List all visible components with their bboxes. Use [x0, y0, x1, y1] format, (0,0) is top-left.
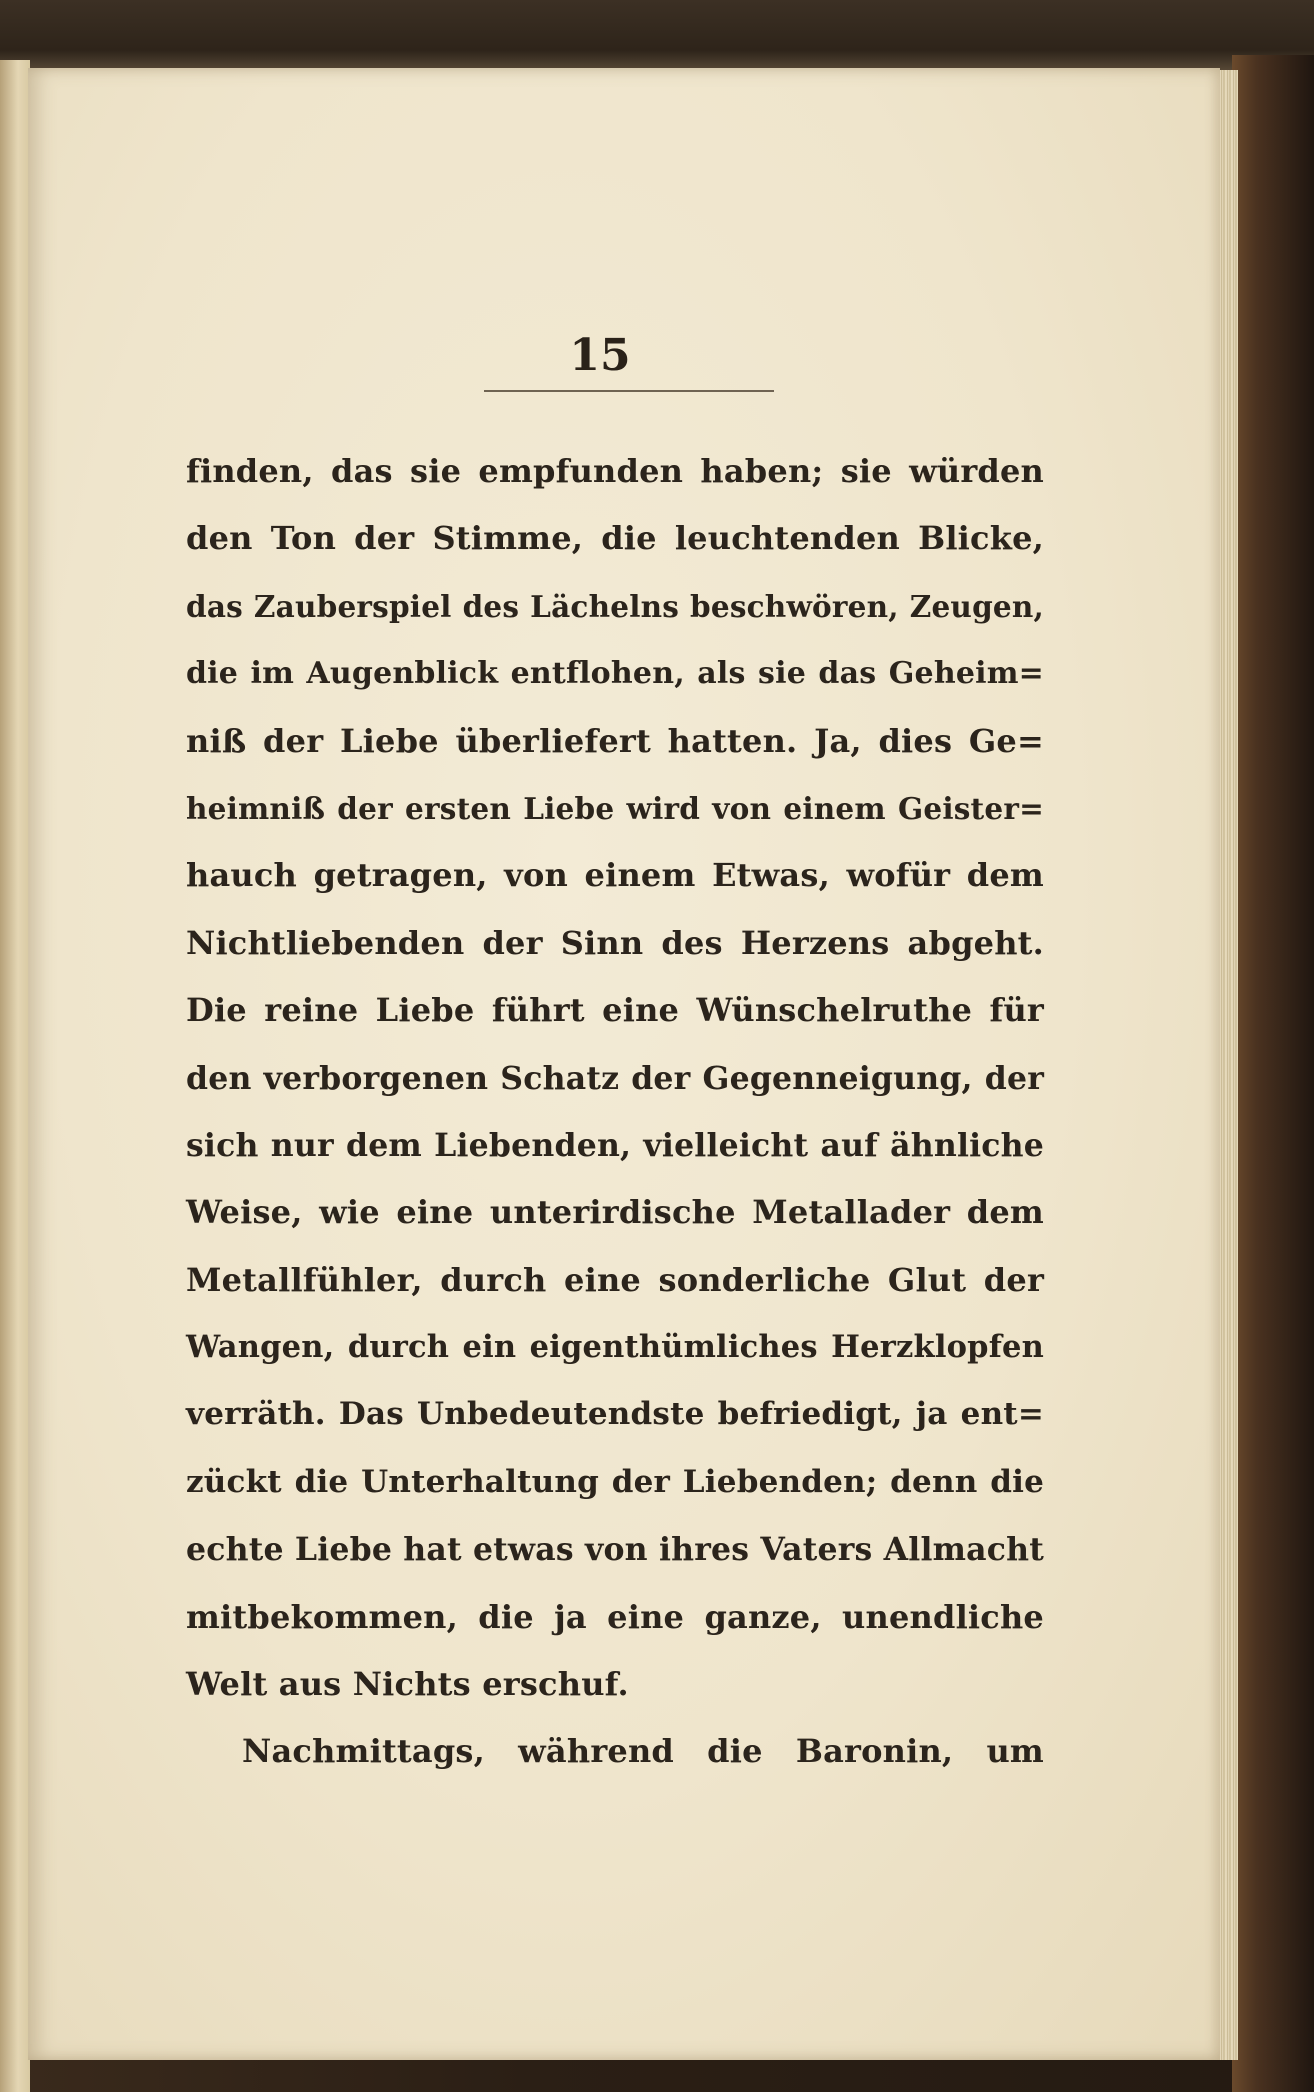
- text-line: Weise, wie eine unterirdische Metallader dem: [186, 1193, 1044, 1232]
- text-line: den verborgenen Schatz der Gegenneigung, der: [186, 1059, 1044, 1097]
- text-line: mitbekommen, die ja eine ganze, unendliche: [186, 1597, 1044, 1636]
- text-line: zückt die Unterhaltung der Liebenden; denn die: [186, 1463, 1044, 1500]
- book-top-edge: [0, 0, 1314, 72]
- text-line: die im Augenblick entflohen, als sie das Geheim=: [186, 656, 1044, 692]
- text-line: sich nur dem Liebenden, vielleicht auf ähnliche: [186, 1126, 1044, 1164]
- book-page: [28, 68, 1220, 2060]
- text-line: verräth. Das Unbedeutendste befriedigt, ja ent=: [186, 1396, 1044, 1433]
- text-line: hauch getragen, von einem Etwas, wofür dem: [186, 856, 1044, 895]
- text-line: Die reine Liebe führt eine Wünschelruthe für: [186, 991, 1044, 1030]
- header-rule: [484, 390, 774, 392]
- text-line: finden, das sie empfunden haben; sie würden: [186, 452, 1044, 490]
- paragraph-end-line: Welt aus Nichts erschuf.: [186, 1665, 629, 1704]
- page-text: [186, 438, 1044, 1786]
- text-line: Nachmittags, während die Baronin, um: [242, 1732, 1044, 1771]
- text-line: echte Liebe hat etwas von ihres Vaters Allmacht: [186, 1531, 1044, 1569]
- text-line: den Ton der Stimme, die leuchtenden Blicke,: [186, 519, 1044, 558]
- text-line: das Zauberspiel des Lächelns beschwören, Zeugen,: [186, 588, 1044, 624]
- page-number: 15: [569, 330, 631, 381]
- text-line: heimniß der ersten Liebe wird von einem Geister=: [186, 790, 1044, 826]
- text-line: Nichtliebenden der Sinn des Herzens abgeht.: [186, 923, 1044, 962]
- text-line: Wangen, durch ein eigenthümliches Herzklopfen: [186, 1329, 1044, 1366]
- book-cover-board: [1232, 55, 1314, 2092]
- text-line: niß der Liebe überliefert hatten. Ja, dies Ge=: [186, 721, 1044, 760]
- text-line: Metallfühler, durch eine sonderliche Glut der: [186, 1260, 1044, 1299]
